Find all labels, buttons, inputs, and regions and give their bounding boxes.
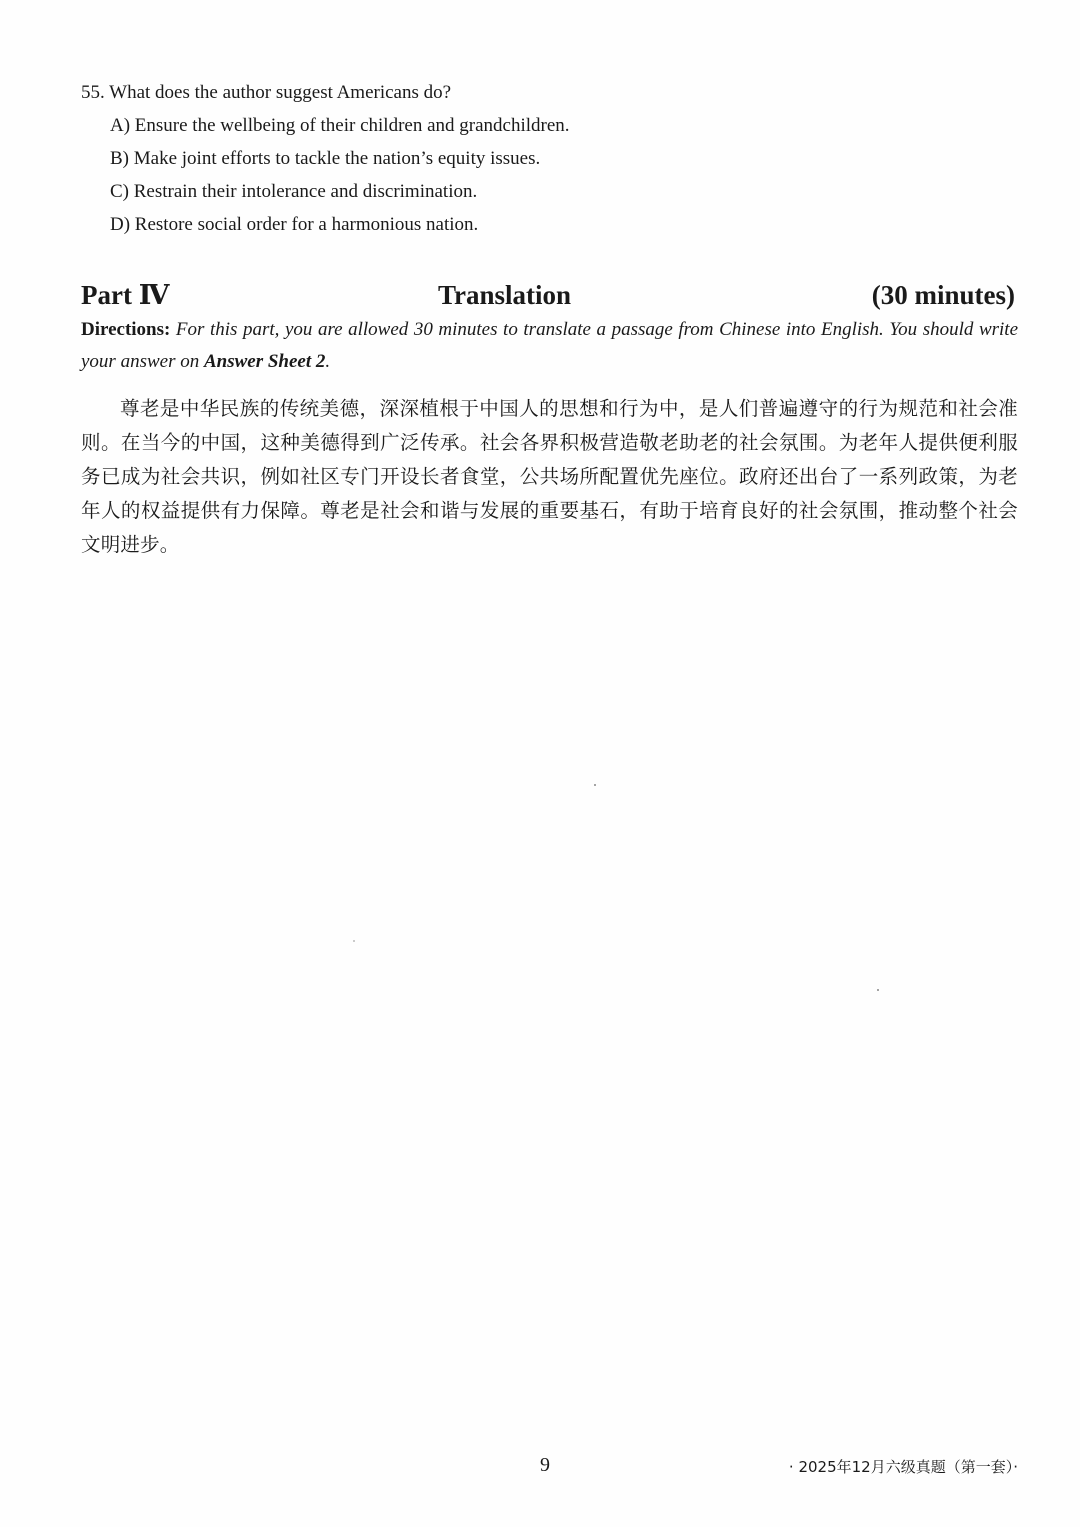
scan-speck — [594, 784, 596, 786]
directions — [81, 314, 1018, 378]
directions-text: For this part, you are allowed 30 minutes to translate a passage from Chinese into English. You should write your answer on — [81, 319, 1018, 372]
directions-end: . — [325, 351, 331, 372]
option-c: C) Restrain their intolerance and discrimination. — [110, 181, 478, 202]
answer-sheet-ref: Answer Sheet 2 — [203, 351, 326, 372]
page-number: 9 — [540, 1454, 550, 1476]
part-title: Translation — [438, 280, 572, 310]
directions-label: Directions: — [81, 319, 171, 340]
footer-label: · 2025年12月六级真题（第一套）· — [788, 1458, 1018, 1476]
part-label: Part Ⅳ — [81, 280, 170, 310]
part-header — [81, 278, 1015, 312]
option-b: B) Make joint efforts to tackle the nation’s equity issues. — [110, 148, 541, 169]
part-time: (30 minutes) — [871, 280, 1015, 310]
translation-passage: 尊老是中华民族的传统美德，深深植根于中国人的思想和行为中，是人们普遍遵守的行为规范和社会准则。在当今的中国，这种美德得到广泛传承。社会各界积极营造敬老助老的社会氛围。为老年人提供便利服务已成为社会共识，例如社区专门开设长者食堂，公共场所配置优先座位。政府还出台了一系列政策，为老年人的权益提供有力保障。尊老是社会和谐与发展的重要基石，有助于培育良好的社会氛围，推动整个社会文明进步。 — [81, 397, 1018, 556]
scan-speck — [353, 940, 355, 942]
question-stem: 55. What does the author suggest Americans do? — [81, 82, 452, 103]
scan-speck — [877, 989, 879, 991]
option-a: A) Ensure the wellbeing of their children and grandchildren. — [110, 115, 570, 136]
option-d: D) Restore social order for a harmonious nation. — [110, 214, 479, 235]
question-55 — [81, 80, 1021, 245]
